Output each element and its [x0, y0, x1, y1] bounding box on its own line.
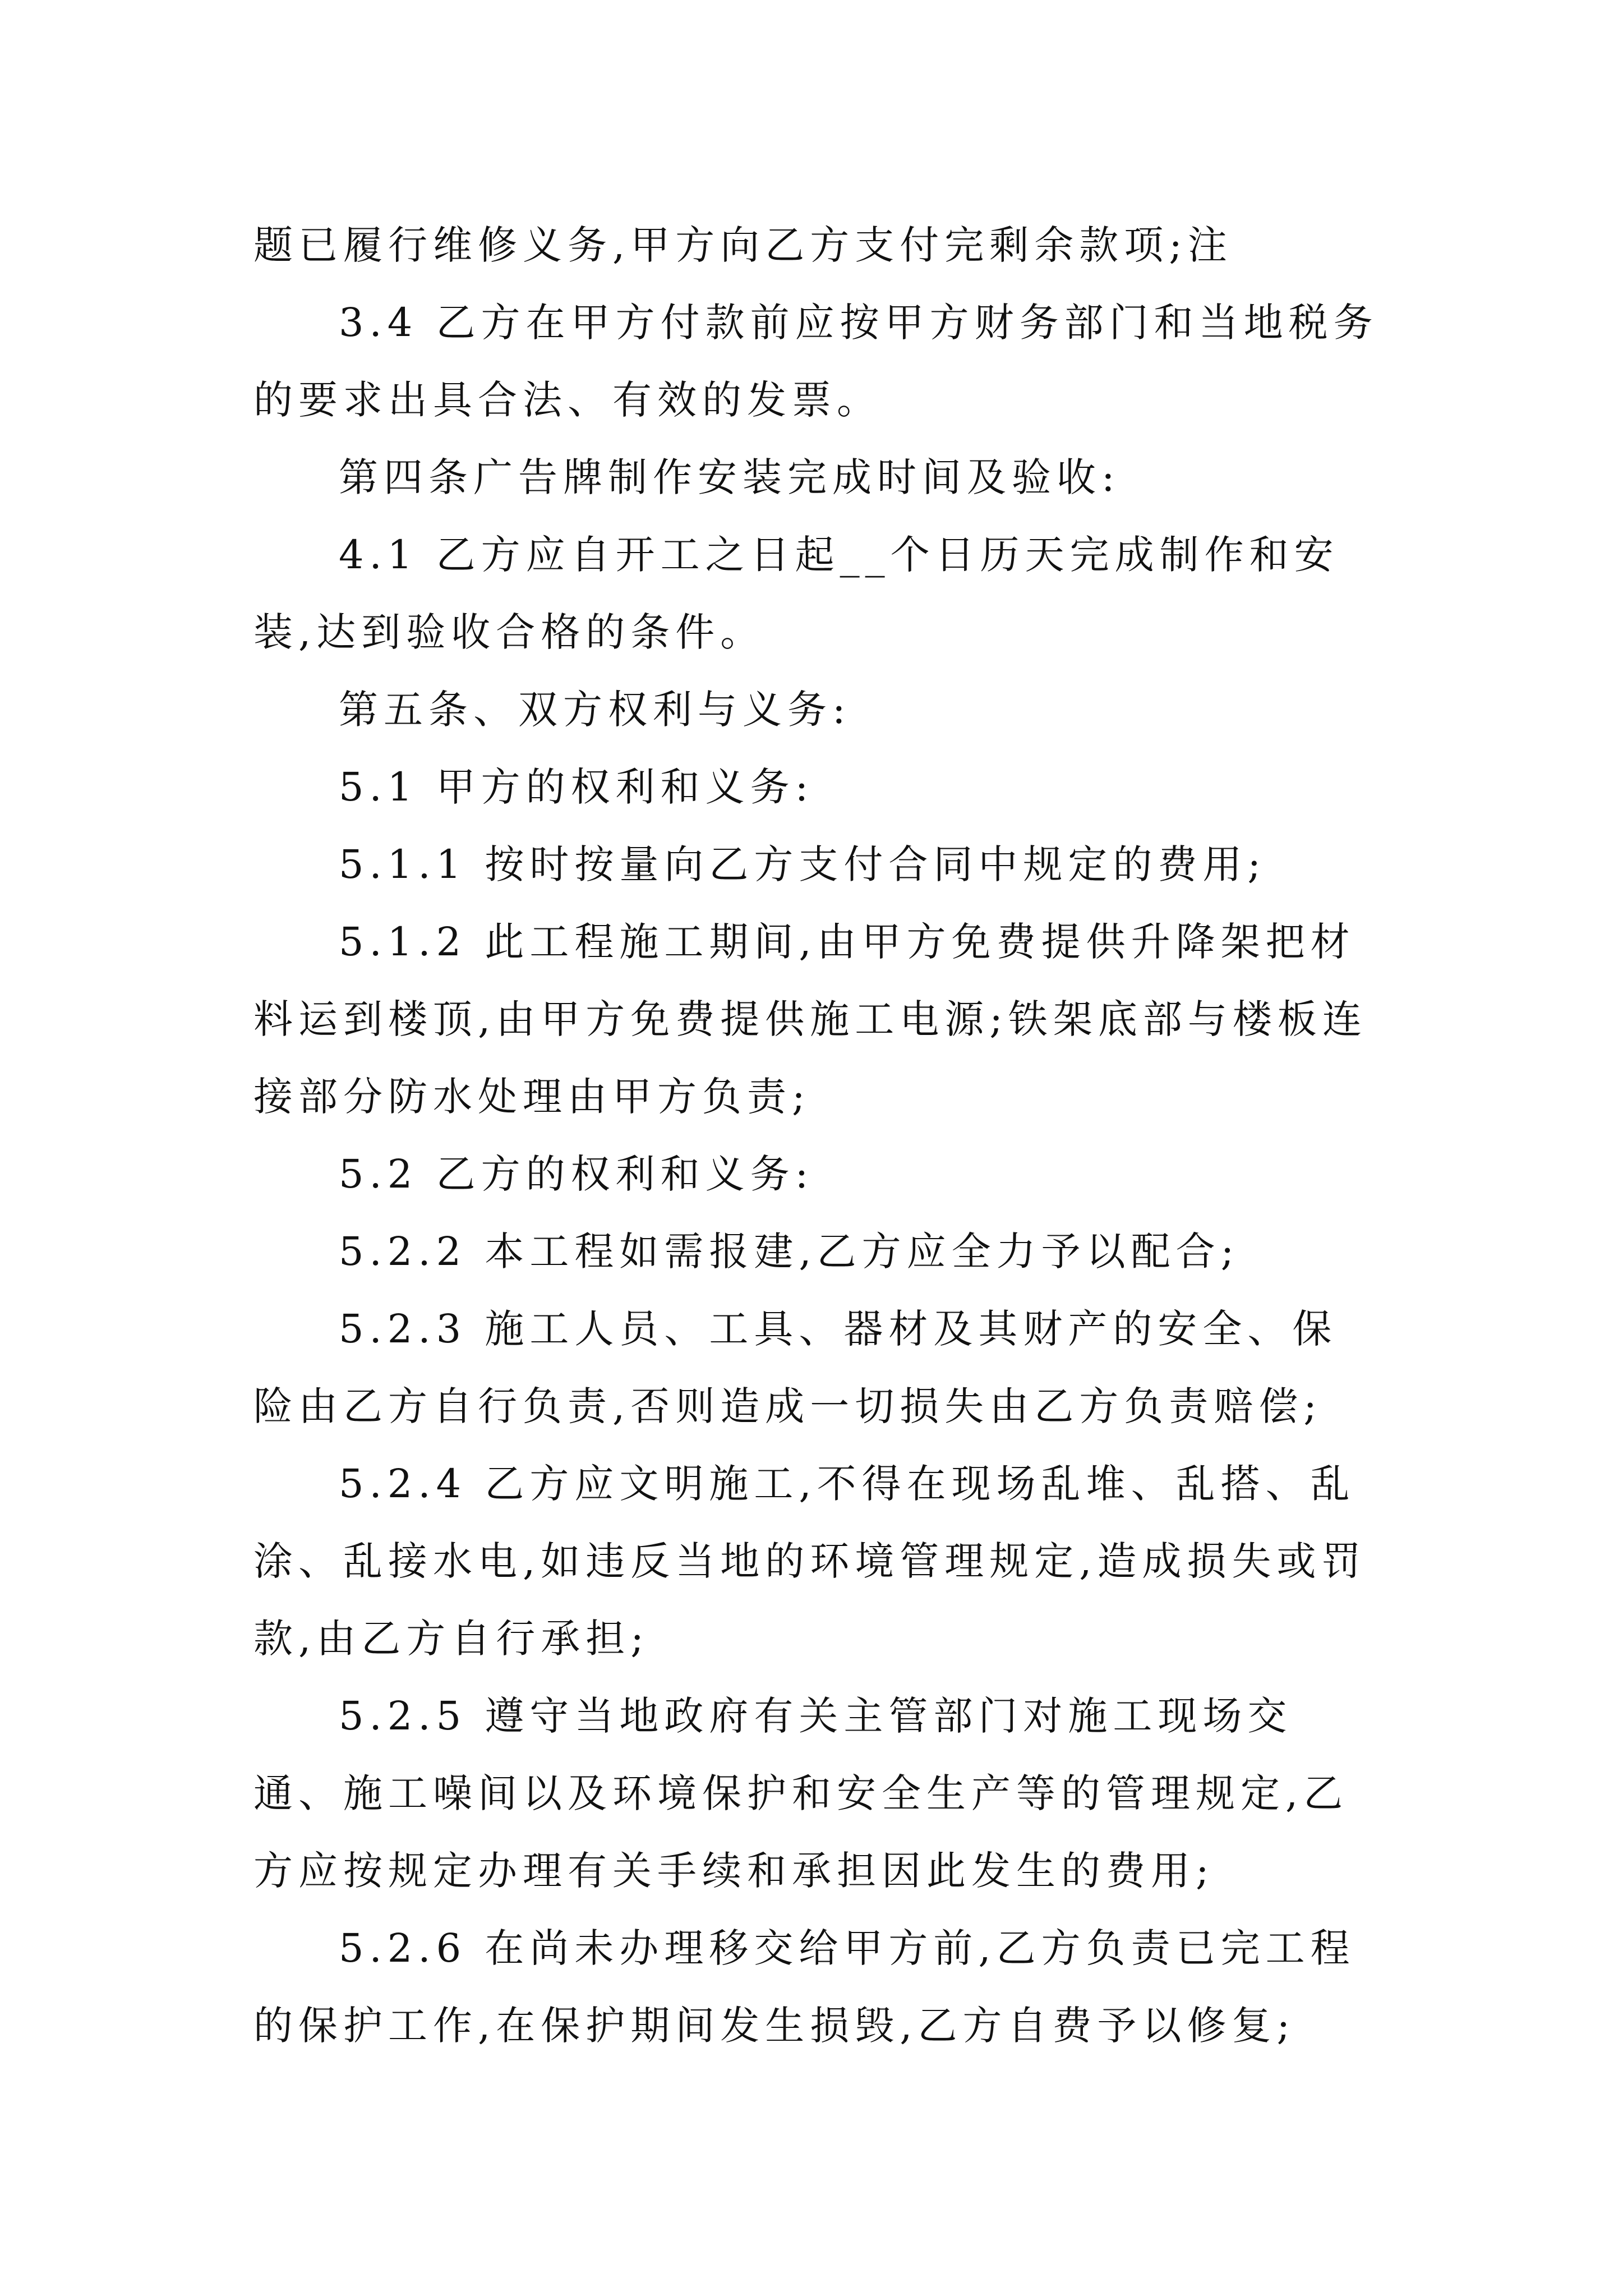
paragraph-12: 5.2.4 乙方应文明施工,不得在现场乱堆、乱搭、乱涂、乱接水电,如违反当地的环境管理规定,造成损失或罚款,由乙方自行承担;: [253, 1461, 1367, 1662]
paragraph-9: 5.2 乙方的权利和义务:: [339, 1151, 814, 1197]
paragraph-1: 题已履行维修义务,甲方向乙方支付完剩余款项;注: [253, 222, 1233, 268]
paragraph-3: 第四条广告牌制作安装完成时间及验收:: [339, 454, 1121, 500]
paragraph-10: 5.2.2 本工程如需报建,乙方应全力予以配合;: [339, 1228, 1240, 1274]
document-body: [253, 206, 1381, 2064]
paragraph-11: 5.2.3 施工人员、工具、器材及其财产的安全、保险由乙方自行负责,否则造成一切损失由乙方负责赔偿;: [253, 1306, 1338, 1429]
paragraph-2: 3.4 乙方在甲方付款前应按甲方财务部门和当地税务的要求出具合法、有效的发票。: [253, 300, 1378, 423]
paragraph-14: 5.2.6 在尚未办理移交给甲方前,乙方负责已完工程的保护工作,在保护期间发生损毁,乙方自费予以修复;: [253, 1925, 1355, 2049]
paragraph-5: 第五条、双方权利与义务:: [339, 687, 851, 733]
paragraph-8: 5.1.2 此工程施工期间,由甲方免费提供升降架把材料运到楼顶,由甲方免费提供施工电源;铁架底部与楼板连接部分防水处理由甲方负责;: [253, 919, 1367, 1120]
paragraph-6: 5.1 甲方的权利和义务:: [339, 764, 814, 810]
paragraph-7: 5.1.1 按时按量向乙方支付合同中规定的费用;: [339, 841, 1266, 887]
paragraph-13: 5.2.5 遵守当地政府有关主管部门对施工现场交通、施工噪间以及环境保护和安全生产等的管理规定,乙方应按规定办理有关手续和承担因此发生的费用;: [253, 1693, 1349, 1894]
paragraph-4: 4.1 乙方应自开工之日起__个日历天完成制作和安装,达到验收合格的条件。: [253, 532, 1339, 655]
